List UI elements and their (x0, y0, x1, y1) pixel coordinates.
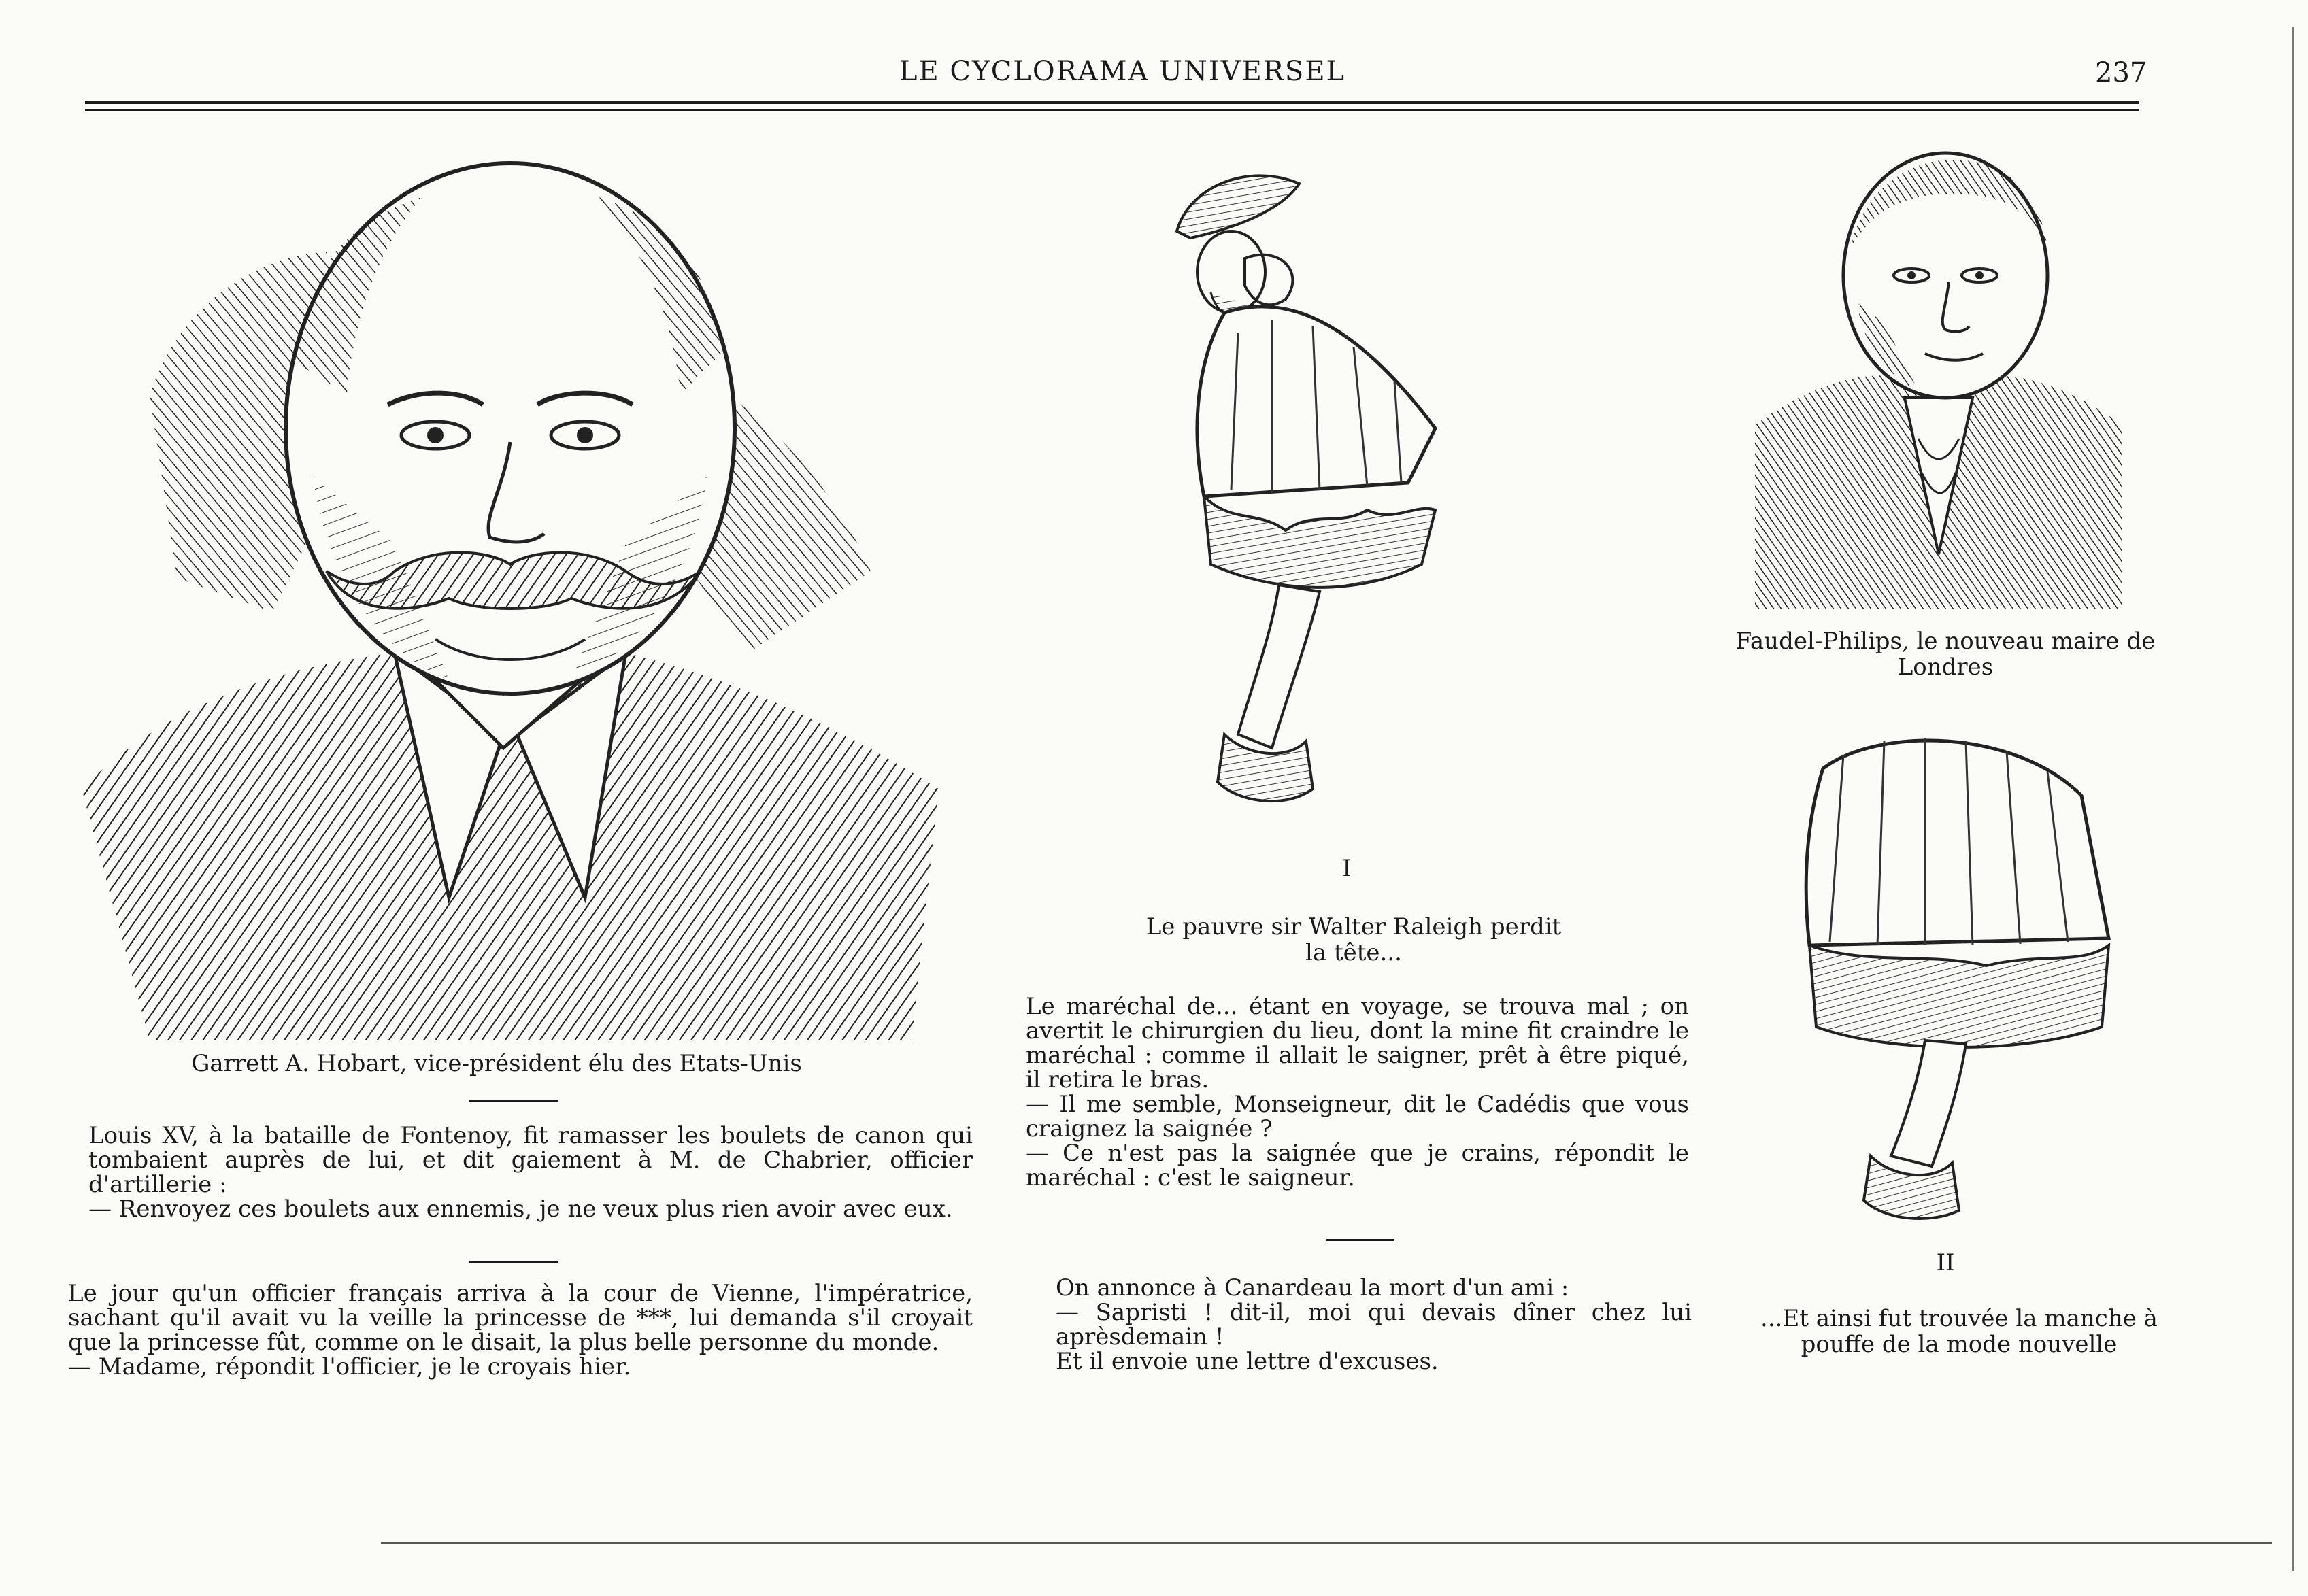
raleigh-caption: Le pauvre sir Walter Raleigh perdit la tête... (1145, 913, 1562, 966)
page-edge (2292, 27, 2294, 1571)
anecdote-paragraph: — Sapristi ! dit-il, moi qui devais dîner chez lui aprèsdemain ! (1056, 1299, 1692, 1351)
anecdote-paragraph: Le maréchal de... étant en voyage, se trouva mal ; on avertit le chirurgien du lieu, dont la mine fit craindre le maréchal : comme il allait le saigner, prêt à être piqué, il retira le bras. (1026, 993, 1689, 1093)
bottom-rule (381, 1542, 2272, 1544)
anecdote-louis-xv (88, 1123, 973, 1221)
raleigh-figure-engraving (1150, 156, 1544, 823)
header-rule-thin (85, 109, 2139, 111)
hobart-portrait-engraving (68, 136, 952, 1040)
header-rule (85, 101, 2139, 104)
hobart-caption: Garrett A. Hobart, vice-président élu des Etats-Unis (191, 1050, 802, 1077)
faudel-philips-portrait-engraving (1748, 146, 2129, 609)
figure-number-i: I (1342, 855, 1352, 882)
separator-rule (1326, 1239, 1394, 1241)
running-header-title: LE CYCLORAMA UNIVERSEL (899, 56, 1346, 87)
separator-rule (469, 1261, 558, 1263)
anecdote-paragraph: Le jour qu'un officier français arriva à la cour de Vienne, l'impératrice, sachant qu'il avait vu la veille la princesse de ***, lui demanda s'il croyait que la princesse fût, comme on le disait, la plus belle personne du monde. (68, 1280, 973, 1356)
anecdote-marechal (1026, 994, 1689, 1190)
figure-number-ii: II (1936, 1249, 1955, 1276)
anecdote-paragraph: Louis XV, à la bataille de Fontenoy, fit ramasser les boulets de canon qui tombaient auprès de lui, et dit gaiement à M. de Chabrier, officier d'artillerie : (88, 1122, 973, 1198)
anecdote-paragraph: — Il me semble, Monseigneur, dit le Cadédis que vous craignez la saignée ? (1026, 1091, 1689, 1142)
faudel-philips-caption: Faudel-Philips, le nouveau maire de Londres (1735, 628, 2156, 681)
anecdote-paragraph: — Ce n'est pas la saignée que je crains, répondit le maréchal : c'est le saigneur. (1026, 1140, 1689, 1191)
anecdote-canardeau (1056, 1276, 1692, 1374)
separator-rule (469, 1100, 558, 1102)
pouffe-sleeve-engraving (1769, 714, 2150, 1231)
anecdote-paragraph: On annonce à Canardeau la mort d'un ami : (1056, 1274, 1569, 1302)
page-number: 237 (2095, 57, 2147, 88)
anecdote-vienne (68, 1281, 973, 1379)
sleeve-caption: ...Et ainsi fut trouvée la manche à pouffe de la mode nouvelle (1760, 1305, 2158, 1358)
anecdote-paragraph: — Renvoyez ces boulets aux ennemis, je ne veux plus rien avoir avec eux. (88, 1195, 953, 1223)
anecdote-paragraph: — Madame, répondit l'officier, je le croyais hier. (68, 1353, 631, 1380)
anecdote-paragraph: Et il envoie une lettre d'excuses. (1056, 1348, 1439, 1375)
